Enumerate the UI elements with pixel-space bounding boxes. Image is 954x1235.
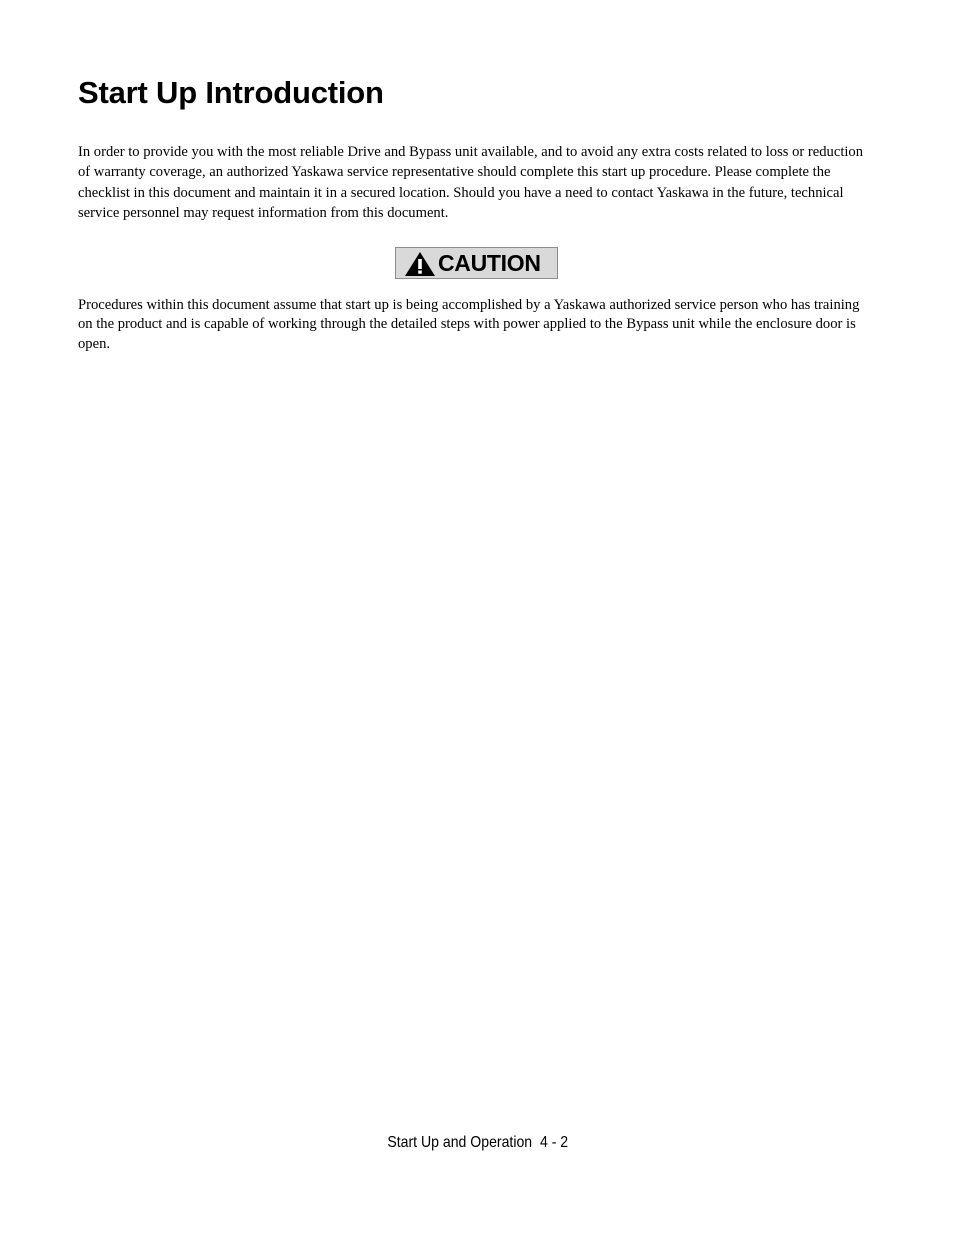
page-footer bbox=[0, 1133, 954, 1153]
caution-banner bbox=[395, 247, 558, 279]
procedures-paragraph: Procedures within this document assume that start up is being accomplished by a Yaskawa authorized service person who has training on the product and is capable of working through the detailed steps with power applied to the Bypass unit while the enclosure door is open. bbox=[78, 297, 860, 352]
page-title: Start Up Introduction bbox=[78, 75, 384, 110]
warning-triangle-icon bbox=[404, 251, 436, 277]
caution-label: CAUTION bbox=[438, 250, 541, 276]
intro-paragraph: In order to provide you with the most reliable Drive and Bypass unit available, and to avoid any extra costs related to loss or reduction of warranty coverage, an authorized Yaskawa service representative should complete this start up procedure. Please complete the checklist in this document and maintain it in a secured location. Should you have a need to contact Yaskawa in the future, technical service personnel may request information from this document. bbox=[78, 144, 864, 222]
footer-section-title: Start Up and Operation bbox=[387, 1134, 533, 1151]
footer-page-number: 4 - 2 bbox=[540, 1134, 569, 1151]
